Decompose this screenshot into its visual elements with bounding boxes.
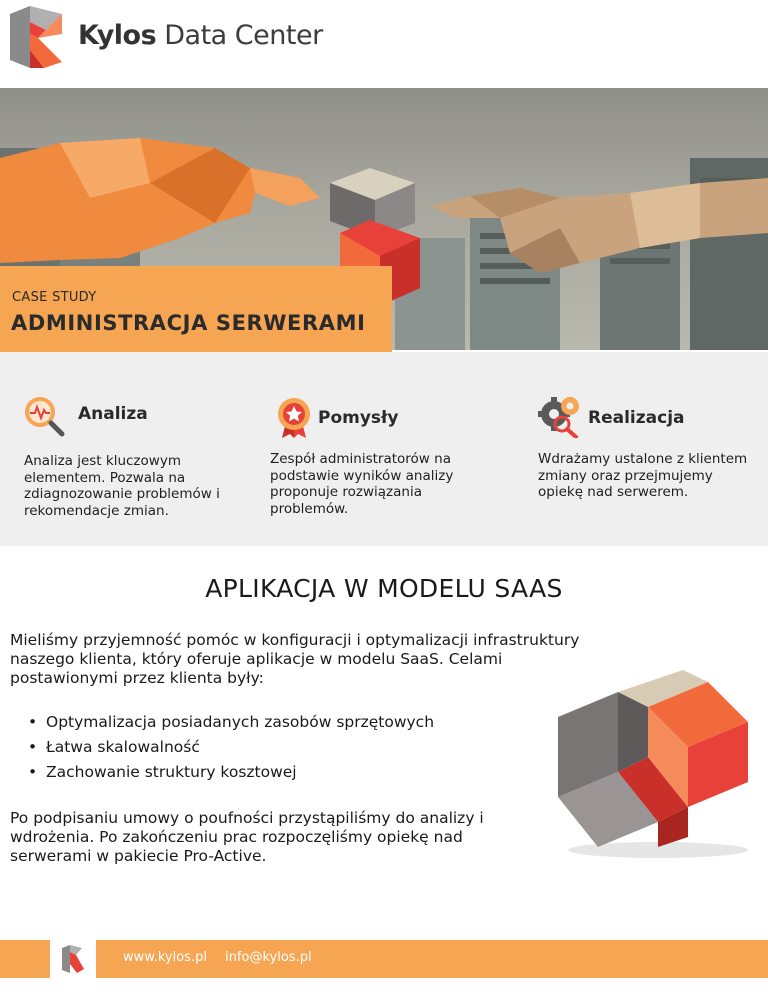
intro-paragraph: Mieliśmy przyjemność pomóc w konfiguracji i optymalizacji infrastruktury naszego klienta, który oferuje aplikacje w modelu SaaS. Celami postawionymi przez klienta były: [10,631,580,687]
section-title: APLIKACJA W MODELU SAAS [205,574,563,603]
magnifier-chart-icon [22,394,66,438]
feature-title: Analiza [78,404,148,424]
kylos-logo-icon [8,4,64,70]
goals-list [26,710,434,785]
list-item: • Zachowanie struktury kosztowej [26,760,434,785]
list-item: • Optymalizacja posiadanych zasobów sprzętowych [26,710,434,735]
features-section [0,352,768,546]
website-link[interactable]: www.kylos.pl [123,950,207,965]
award-badge-icon [272,396,316,440]
email-link[interactable]: info@kylos.pl [225,950,312,965]
kylos-logo-icon [50,936,96,982]
case-study-label: CASE STUDY [12,290,97,305]
footer-logo [50,936,96,982]
feature-text: Analiza jest kluczowym elementem. Pozwala na zdiagnozowanie problemów i rekomendacje zmian. [24,453,220,519]
list-item: • Łatwa skalowalność [26,735,434,760]
feature-title: Realizacja [588,408,685,428]
brand-name: Kylos Data Center [78,20,323,51]
kylos-cube-illustration [548,662,758,862]
case-study-box [0,266,392,352]
gears-icon [538,394,582,438]
feature-title: Pomysły [318,408,399,428]
case-study-title: ADMINISTRACJA SERWERAMI [11,311,366,335]
outro-paragraph: Po podpisaniu umowy o poufności przystąpiliśmy do analizy i wdrożenia. Po zakończeniu prac rozpoczęliśmy opiekę nad serwerami w pakiecie Pro-Active. [10,809,484,865]
header [0,0,768,88]
footer [0,940,768,978]
footer-links [123,950,326,965]
feature-text: Zespół administratorów na podstawie wyników analizy proponuje rozwiązania problemów. [270,451,454,517]
feature-text: Wdrażamy ustalone z klientem zmiany oraz przejmujemy opiekę nad serwerem. [538,451,748,500]
